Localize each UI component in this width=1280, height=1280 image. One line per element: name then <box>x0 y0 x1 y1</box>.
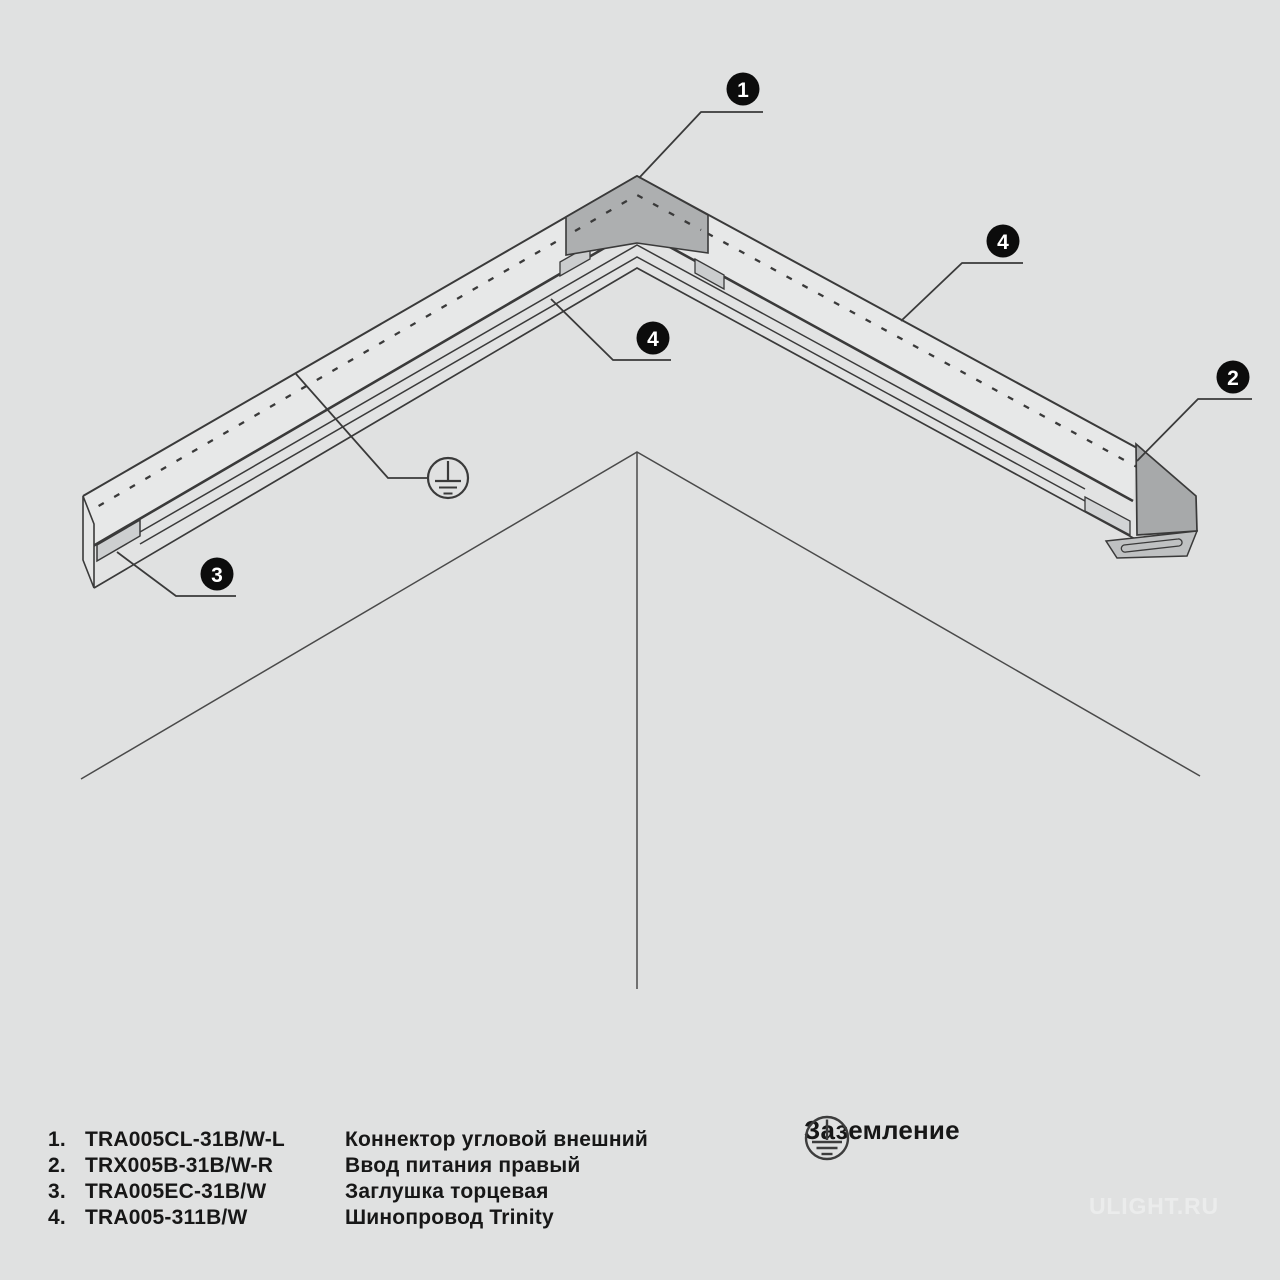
grounding-label: Заземление <box>804 1115 960 1145</box>
grounding-legend <box>804 1115 960 1146</box>
callout-4-label: 4 <box>997 231 1009 254</box>
legend-item-number: 1. <box>48 1128 66 1151</box>
callout-2-label: 2 <box>1227 367 1239 390</box>
legend-item-number: 4. <box>48 1206 66 1229</box>
legend-item-code: TRX005B-31B/W-R <box>85 1154 274 1177</box>
legend-item-code: TRA005-311B/W <box>85 1206 248 1229</box>
watermark: ULIGHT.RU <box>1089 1193 1219 1219</box>
callout-1-corner-connector <box>639 73 763 179</box>
parts-legend <box>48 1127 648 1231</box>
legend-item-code: TRA005EC-31B/W <box>85 1180 267 1203</box>
legend-item-desc: Коннектор угловой внешний <box>345 1128 648 1151</box>
callout-2-power-feed <box>1137 361 1252 462</box>
legend-item-number: 2. <box>48 1154 66 1177</box>
callouts <box>117 73 1252 597</box>
ceiling-corner-lines <box>81 452 1200 989</box>
callout-3-label: 3 <box>211 564 223 587</box>
callout-4-track-right <box>901 225 1023 322</box>
legend-item-code: TRA005CL-31B/W-L <box>85 1128 285 1151</box>
corner-connector-body <box>566 176 708 255</box>
earth-ground-icon <box>428 458 468 498</box>
power-feed-end-face <box>1136 444 1197 535</box>
legend-item-desc: Шинопровод Trinity <box>345 1206 554 1229</box>
legend-item-desc: Ввод питания правый <box>345 1154 581 1177</box>
power-feed-bottom-face <box>1106 531 1197 558</box>
callout-1-label: 1 <box>737 79 749 102</box>
legend-item-number: 3. <box>48 1180 66 1203</box>
callout-4-label: 4 <box>647 328 659 351</box>
earth-ground-icon <box>804 1115 850 1161</box>
legend-item-desc: Заглушка торцевая <box>345 1180 549 1203</box>
